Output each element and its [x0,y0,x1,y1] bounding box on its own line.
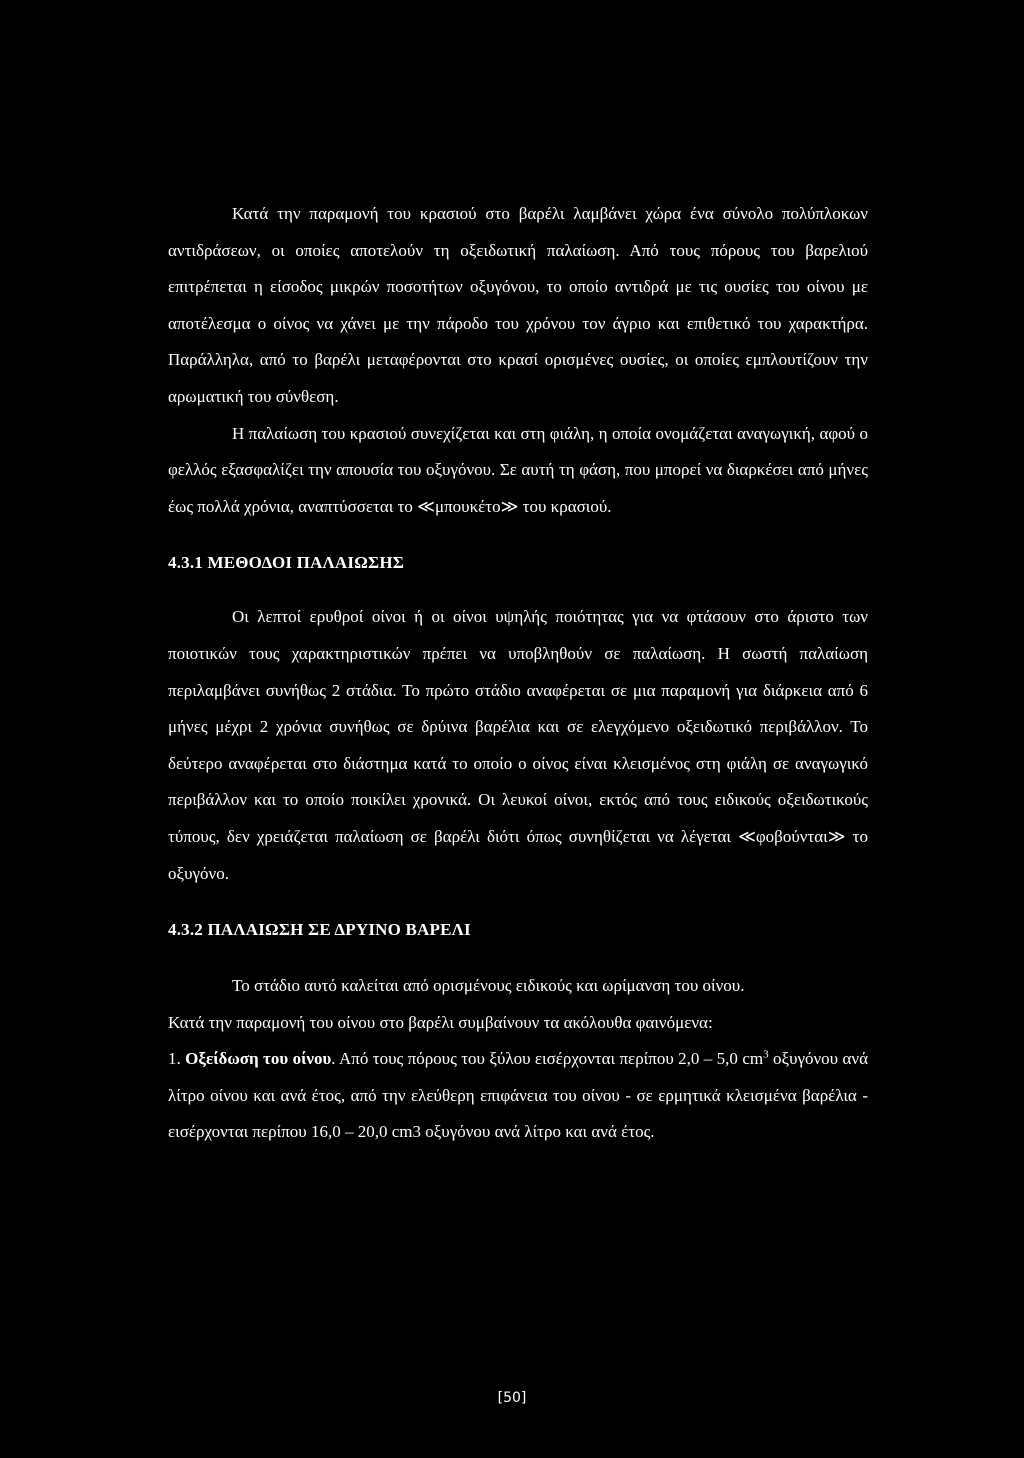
list-item-oxidation [168,1041,868,1151]
list-item-number: 1. [168,1049,181,1069]
superscript-three: 3 [763,1048,769,1061]
list-item-text-a: . Από τους πόρους του ξύλου εισέρχονται περίπου 2,0 – 5,0 cm [331,1049,764,1069]
section-heading-oak-barrel: 4.3.2 ΠΑΛΑΙΩΣΗ ΣΕ ΔΡΥΙΝΟ ΒΑΡΕΛΙ [168,920,471,940]
oak-barrel-paragraph-1: Το στάδιο αυτό καλείται από ορισμένους ειδικούς και ωρίμανση του οίνου. [232,976,745,996]
methods-paragraph: Οι λεπτοί ερυθροί οίνοι ή οι οίνοι υψηλής ποιότητας για να φτάσουν στο άριστο των ποιοτικών τους χαρακτηριστικών πρέπει να υποβληθούν σε παλαίωση. Η σωστή παλαίωση περιλαμβάνει συνήθως 2 στάδια. Το πρώτο στάδιο αναφέρεται σε μια παραμονή για διάρκεια από 6 μήνες μέχρι 2 χρόνια συνήθως σε δρύινα βαρέλια και σε ελεγχόμενο οξειδωτικό περιβάλλον. Το δεύτερο αναφέρεται στο διάστημα κατά το οποίο ο οίνος είναι κλεισμένος στη φιάλη σε αναγωγικό περιβάλλον και το οποίο ποικίλει χρονικά. Οι λευκοί οίνοι, εκτός από τους ειδικούς οξειδωτικούς τύπους, δεν χρειάζεται παλαίωση σε βαρέλι διότι όπως συνηθίζεται να λέγεται ≪φοβούνται≫ το οξυγόνο. [168,607,868,883]
oak-barrel-paragraph-2: Κατά την παραμονή του οίνου στο βαρέλι συμβαίνουν τα ακόλουθα φαινόμενα: [168,1012,713,1032]
intro-paragraph-1: Κατά την παραμονή του κρασιού στο βαρέλι λαμβάνει χώρα ένα σύνολο πολύπλοκων αντιδράσεων, οι οποίες αποτελούν τη οξειδωτική παλαίωση. Από τους πόρους του βαρελιού επιτρέπεται η είσοδος μικρών ποσοτήτων οξυγόνου, το οποίο αντιδρά με τις ουσίες του οίνου με αποτέλεσμα ο οίνος να χάνει με την πάροδο του χρόνου τον άγριο και επιθετικό του χαρακτήρα. Παράλληλα, από το βαρέλι μεταφέρονται στο κρασί ορισμένες ουσίες, οι οποίες εμπλουτίζουν την αρωματική του σύνθεση. [168,204,868,406]
document-page [168,196,868,1151]
list-item-text-b: οξυγόνου ανά λίτρο οίνου και ανά έτος, από την ελεύθερη επιφάνεια του οίνου - σε ερμητικά κλεισμένα βαρέλια - εισέρχονται περίπου 16,0 – 20,0 cm3 οξυγόνου ανά λίτρο και ανά έτος. [168,1049,868,1142]
list-item-title: Οξείδωση του οίνου [185,1049,332,1069]
page-number: [50] [497,1390,527,1406]
section-heading-methods: 4.3.1 ΜΕΘΟΔΟΙ ΠΑΛΑΙΩΣΗΣ [168,553,405,573]
intro-paragraph-2: Η παλαίωση του κρασιού συνεχίζεται και στη φιάλη, η οποία ονομάζεται αναγωγική, αφού ο φελλός εξασφαλίζει την απουσία του οξυγόνου. Σε αυτή τη φάση, που μπορεί να διαρκέσει από μήνες έως πολλά χρόνια, αναπτύσσεται το ≪μπουκέτο≫ του κρασιού. [168,423,868,516]
